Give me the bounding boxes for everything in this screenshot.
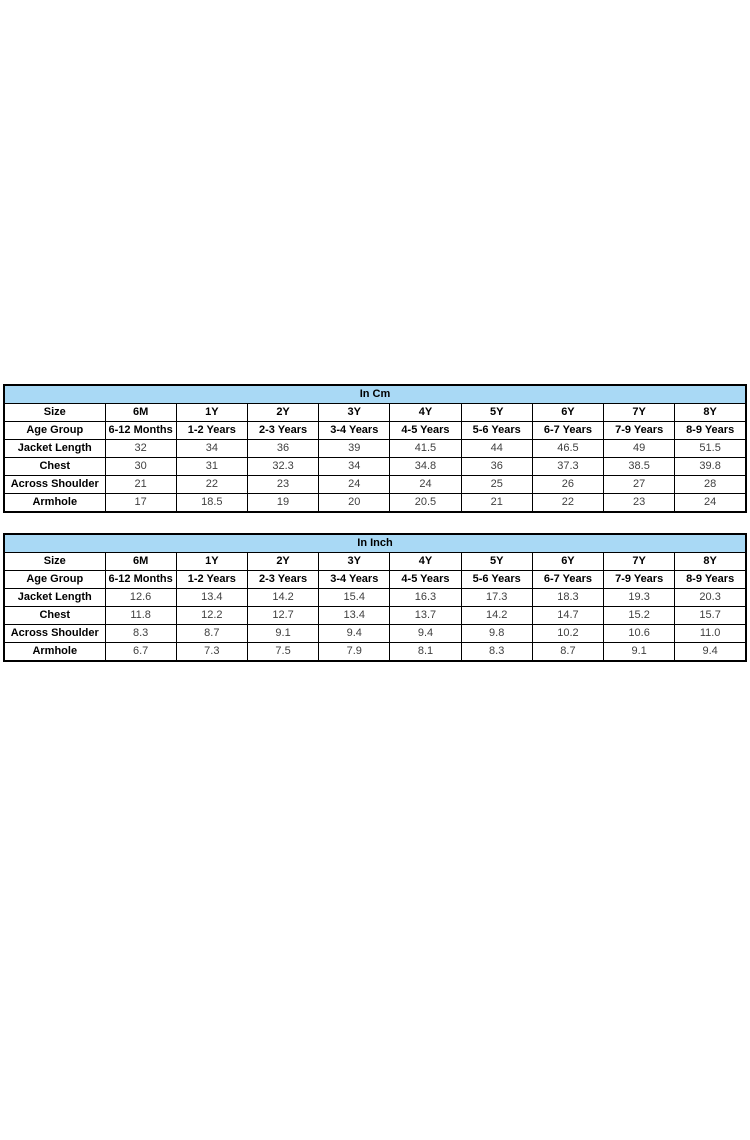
age-group-cell: 5-6 Years — [461, 571, 532, 589]
measurement-value: 41.5 — [390, 440, 461, 458]
size-table-cm-body — [4, 385, 746, 512]
measurement-value: 39.8 — [675, 458, 746, 476]
table-title-row — [4, 385, 746, 404]
size-header-cell: 6M — [105, 553, 176, 571]
table-title: In Cm — [4, 385, 746, 404]
measurement-value: 9.8 — [461, 625, 532, 643]
size-header-cell: 3Y — [319, 553, 390, 571]
measurement-value: 23 — [247, 476, 318, 494]
measurement-value: 15.7 — [675, 607, 746, 625]
measurement-value: 22 — [176, 476, 247, 494]
measurement-value: 13.4 — [176, 589, 247, 607]
measurement-value: 20 — [319, 494, 390, 513]
measurement-value: 12.7 — [247, 607, 318, 625]
measurement-value: 34 — [319, 458, 390, 476]
measurement-value: 25 — [461, 476, 532, 494]
age-group-cell: 6-12 Months — [105, 571, 176, 589]
size-header-cell: 3Y — [319, 404, 390, 422]
measurement-value: 8.7 — [176, 625, 247, 643]
measurement-value: 14.2 — [247, 589, 318, 607]
measurement-label: Jacket Length — [4, 440, 105, 458]
measurement-value: 19.3 — [604, 589, 675, 607]
measurement-value: 36 — [247, 440, 318, 458]
measurement-value: 38.5 — [604, 458, 675, 476]
measurement-label: Across Shoulder — [4, 625, 105, 643]
age-group-row-label: Age Group — [4, 571, 105, 589]
measurement-value: 20.5 — [390, 494, 461, 513]
measurement-value: 11.0 — [675, 625, 746, 643]
measurement-value: 17.3 — [461, 589, 532, 607]
measurement-value: 9.4 — [675, 643, 746, 662]
measurement-value: 13.4 — [319, 607, 390, 625]
size-header-cell: 4Y — [390, 553, 461, 571]
measurement-value: 15.4 — [319, 589, 390, 607]
age-group-cell: 4-5 Years — [390, 571, 461, 589]
measurement-value: 24 — [675, 494, 746, 513]
measurement-value: 26 — [532, 476, 603, 494]
measurement-label: Armhole — [4, 643, 105, 662]
measurement-value: 30 — [105, 458, 176, 476]
age-group-cell: 3-4 Years — [319, 571, 390, 589]
age-group-cell: 2-3 Years — [247, 571, 318, 589]
measurement-value: 46.5 — [532, 440, 603, 458]
size-header-row — [4, 553, 746, 571]
size-header-cell: 1Y — [176, 553, 247, 571]
measurement-value: 12.2 — [176, 607, 247, 625]
measurement-row — [4, 494, 746, 513]
size-header-cell: 6Y — [532, 404, 603, 422]
measurement-value: 8.1 — [390, 643, 461, 662]
age-group-row-label: Age Group — [4, 422, 105, 440]
measurement-value: 44 — [461, 440, 532, 458]
measurement-value: 28 — [675, 476, 746, 494]
age-group-row — [4, 571, 746, 589]
size-header-cell: 7Y — [604, 553, 675, 571]
measurement-value: 32 — [105, 440, 176, 458]
measurement-row — [4, 440, 746, 458]
size-table-inch-body — [4, 534, 746, 661]
measurement-value: 37.3 — [532, 458, 603, 476]
measurement-value: 36 — [461, 458, 532, 476]
measurement-value: 12.6 — [105, 589, 176, 607]
measurement-value: 32.3 — [247, 458, 318, 476]
size-chart-tables — [3, 384, 747, 662]
measurement-value: 21 — [461, 494, 532, 513]
size-header-row-label: Size — [4, 404, 105, 422]
measurement-row — [4, 643, 746, 662]
age-group-cell: 8-9 Years — [675, 422, 746, 440]
size-table-inch — [3, 533, 747, 662]
measurement-label: Jacket Length — [4, 589, 105, 607]
age-group-cell: 8-9 Years — [675, 571, 746, 589]
age-group-cell: 2-3 Years — [247, 422, 318, 440]
measurement-value: 9.4 — [390, 625, 461, 643]
measurement-value: 24 — [319, 476, 390, 494]
measurement-value: 10.2 — [532, 625, 603, 643]
measurement-value: 6.7 — [105, 643, 176, 662]
measurement-value: 21 — [105, 476, 176, 494]
age-group-cell: 7-9 Years — [604, 422, 675, 440]
size-header-row-label: Size — [4, 553, 105, 571]
age-group-cell: 3-4 Years — [319, 422, 390, 440]
measurement-value: 14.2 — [461, 607, 532, 625]
measurement-row — [4, 607, 746, 625]
measurement-value: 7.3 — [176, 643, 247, 662]
measurement-label: Chest — [4, 607, 105, 625]
measurement-value: 8.7 — [532, 643, 603, 662]
measurement-label: Chest — [4, 458, 105, 476]
measurement-value: 23 — [604, 494, 675, 513]
measurement-value: 17 — [105, 494, 176, 513]
size-header-cell: 5Y — [461, 404, 532, 422]
size-header-cell: 6M — [105, 404, 176, 422]
measurement-value: 34 — [176, 440, 247, 458]
measurement-value: 34.8 — [390, 458, 461, 476]
measurement-value: 39 — [319, 440, 390, 458]
measurement-value: 9.4 — [319, 625, 390, 643]
measurement-value: 11.8 — [105, 607, 176, 625]
age-group-cell: 1-2 Years — [176, 571, 247, 589]
age-group-cell: 5-6 Years — [461, 422, 532, 440]
measurement-value: 9.1 — [247, 625, 318, 643]
age-group-cell: 6-7 Years — [532, 571, 603, 589]
size-header-cell: 8Y — [675, 553, 746, 571]
measurement-value: 10.6 — [604, 625, 675, 643]
size-header-cell: 5Y — [461, 553, 532, 571]
measurement-value: 18.5 — [176, 494, 247, 513]
measurement-label: Across Shoulder — [4, 476, 105, 494]
age-group-cell: 6-12 Months — [105, 422, 176, 440]
size-header-row — [4, 404, 746, 422]
measurement-value: 7.5 — [247, 643, 318, 662]
size-header-cell: 7Y — [604, 404, 675, 422]
measurement-value: 31 — [176, 458, 247, 476]
measurement-value: 19 — [247, 494, 318, 513]
measurement-value: 20.3 — [675, 589, 746, 607]
measurement-value: 16.3 — [390, 589, 461, 607]
size-header-cell: 2Y — [247, 553, 318, 571]
measurement-value: 8.3 — [461, 643, 532, 662]
measurement-value: 27 — [604, 476, 675, 494]
table-title: In Inch — [4, 534, 746, 553]
measurement-row — [4, 625, 746, 643]
measurement-value: 18.3 — [532, 589, 603, 607]
age-group-cell: 7-9 Years — [604, 571, 675, 589]
age-group-cell: 6-7 Years — [532, 422, 603, 440]
measurement-row — [4, 589, 746, 607]
size-header-cell: 4Y — [390, 404, 461, 422]
measurement-label: Armhole — [4, 494, 105, 513]
measurement-value: 22 — [532, 494, 603, 513]
measurement-value: 8.3 — [105, 625, 176, 643]
measurement-value: 24 — [390, 476, 461, 494]
measurement-value: 15.2 — [604, 607, 675, 625]
size-header-cell: 2Y — [247, 404, 318, 422]
measurement-value: 13.7 — [390, 607, 461, 625]
size-header-cell: 8Y — [675, 404, 746, 422]
measurement-value: 7.9 — [319, 643, 390, 662]
table-title-row — [4, 534, 746, 553]
age-group-cell: 4-5 Years — [390, 422, 461, 440]
size-header-cell: 1Y — [176, 404, 247, 422]
measurement-row — [4, 476, 746, 494]
size-header-cell: 6Y — [532, 553, 603, 571]
age-group-cell: 1-2 Years — [176, 422, 247, 440]
measurement-value: 49 — [604, 440, 675, 458]
size-table-cm — [3, 384, 747, 513]
measurement-row — [4, 458, 746, 476]
measurement-value: 9.1 — [604, 643, 675, 662]
age-group-row — [4, 422, 746, 440]
measurement-value: 14.7 — [532, 607, 603, 625]
measurement-value: 51.5 — [675, 440, 746, 458]
